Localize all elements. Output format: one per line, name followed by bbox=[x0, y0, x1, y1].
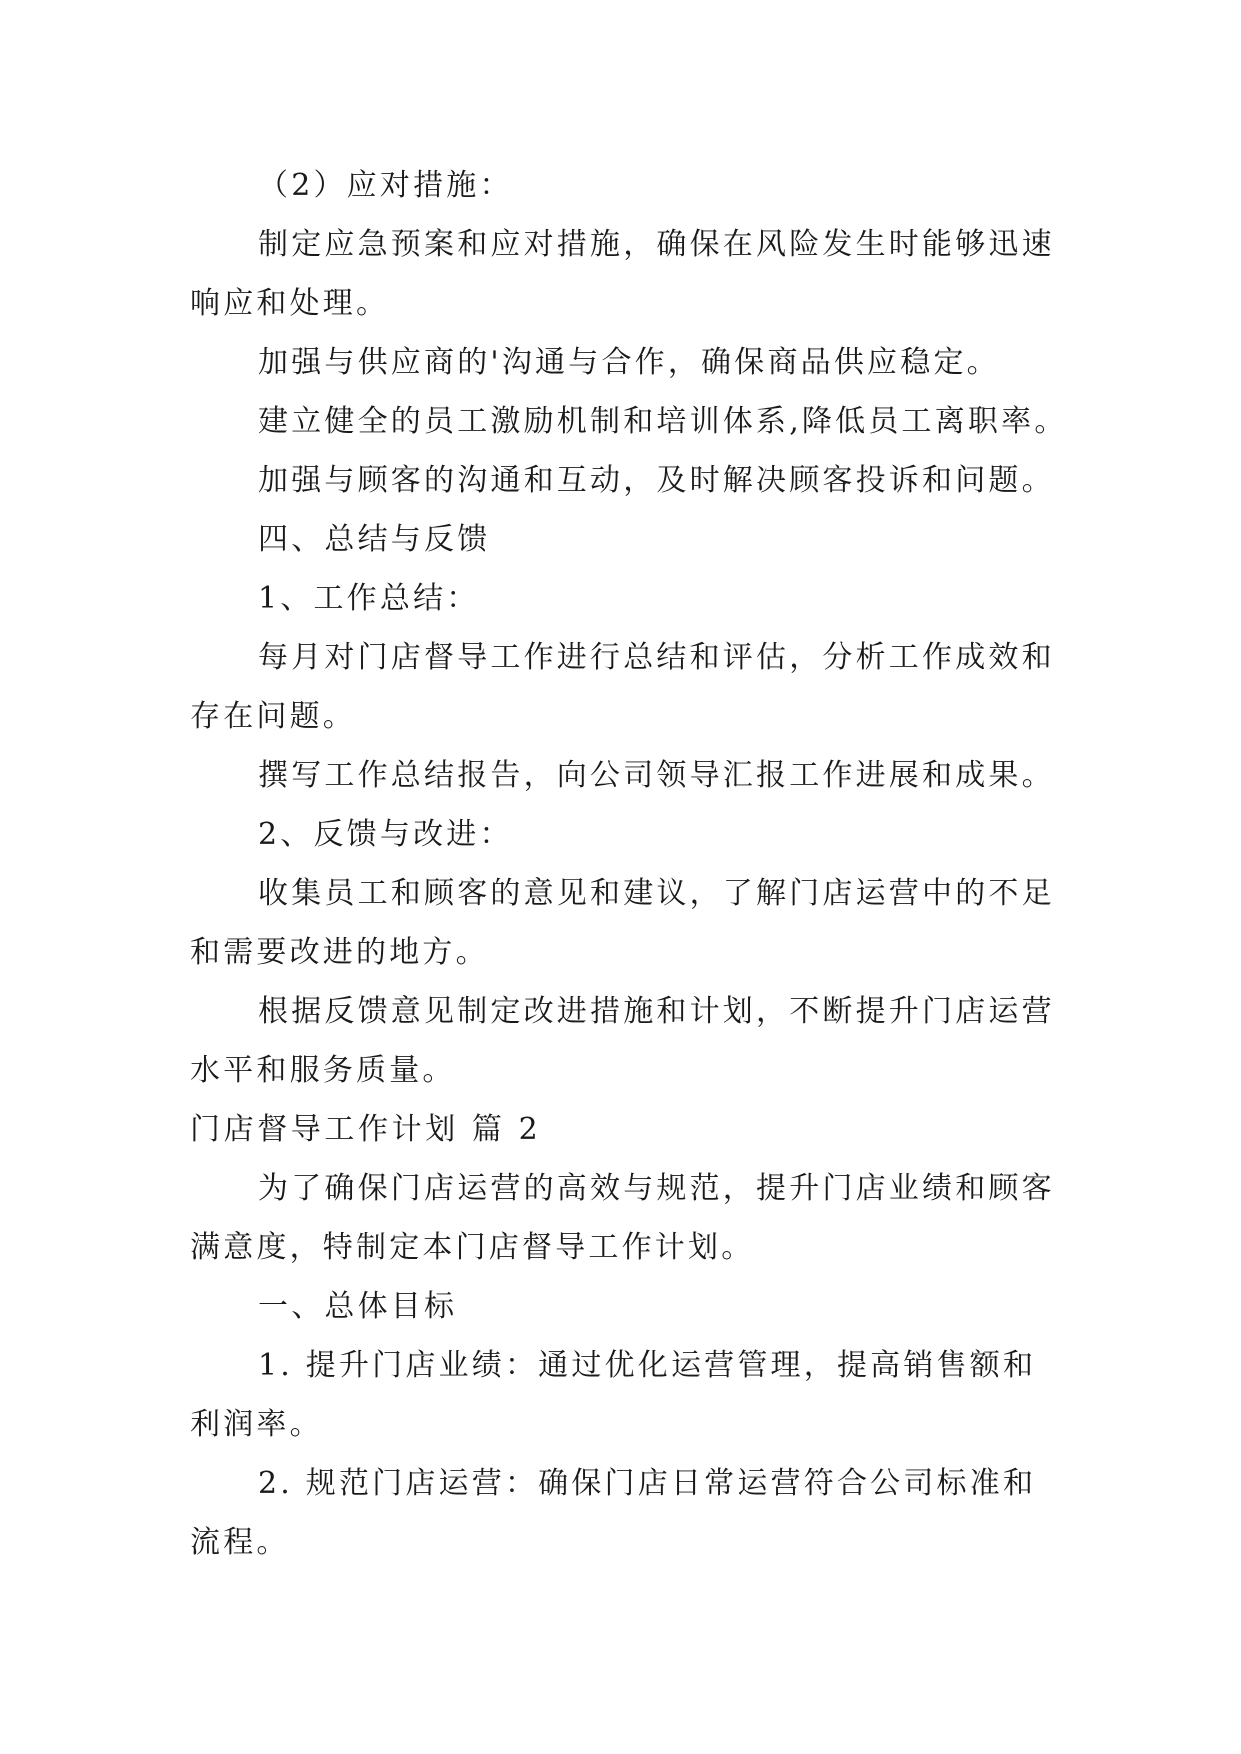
paragraph-line: 满意度，特制定本门店督导工作计划。 bbox=[190, 1230, 755, 1265]
section-heading-summary-feedback: 四、总结与反馈 bbox=[258, 522, 491, 557]
paragraph-line: 根据反馈意见制定改进措施和计划，不断提升门店运营 bbox=[258, 994, 1055, 1029]
paragraph-line: 制定应急预案和应对措施，确保在风险发生时能够迅速 bbox=[258, 227, 1055, 262]
subsection-heading-feedback-improvement: 2、反馈与改进： bbox=[258, 817, 513, 852]
paragraph-line: 每月对门店督导工作进行总结和评估，分析工作成效和 bbox=[258, 640, 1055, 675]
paragraph-line: 存在问题。 bbox=[190, 699, 356, 734]
paragraph-line: 撰写工作总结报告，向公司领导汇报工作进展和成果。 bbox=[258, 758, 1055, 793]
list-item-line: 2. 规范门店运营：确保门店日常运营符合公司标准和 bbox=[258, 1466, 1037, 1501]
section-heading-overall-goals: 一、总体目标 bbox=[258, 1289, 458, 1324]
list-item-line: 1. 提升门店业绩：通过优化运营管理，提高销售额和 bbox=[258, 1348, 1037, 1383]
paragraph-line: 为了确保门店运营的高效与规范，提升门店业绩和顾客 bbox=[258, 1171, 1055, 1206]
paragraph-line: 建立健全的员工激励机制和培训体系,降低员工离职率。 bbox=[258, 404, 1068, 439]
subsection-heading-response-measures: （2）应对措施： bbox=[258, 168, 513, 203]
paragraph-line: 加强与顾客的沟通和互动，及时解决顾客投诉和问题。 bbox=[258, 463, 1055, 498]
paragraph-line: 加强与供应商的'沟通与合作，确保商品供应稳定。 bbox=[258, 345, 1000, 380]
document-title-part-2: 门店督导工作计划 篇 2 bbox=[190, 1112, 542, 1147]
paragraph-line: 和需要改进的地方。 bbox=[190, 935, 489, 970]
subsection-heading-work-summary: 1、工作总结： bbox=[258, 581, 480, 616]
paragraph-line: 收集员工和顾客的意见和建议，了解门店运营中的不足 bbox=[258, 876, 1055, 911]
paragraph-line: 水平和服务质量。 bbox=[190, 1053, 456, 1088]
list-item-line: 利润率。 bbox=[190, 1407, 323, 1442]
list-item-line: 流程。 bbox=[190, 1525, 290, 1560]
paragraph-line: 响应和处理。 bbox=[190, 286, 390, 321]
